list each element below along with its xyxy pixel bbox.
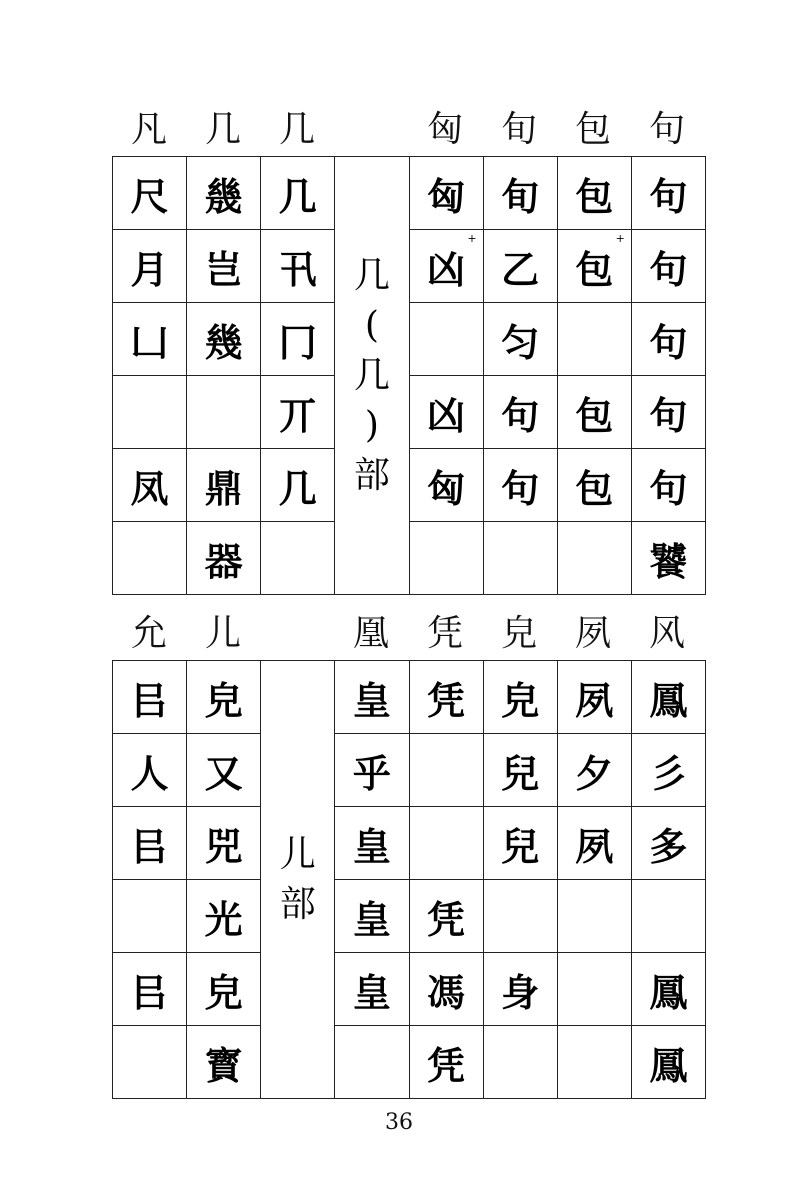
glyph-char: 旬 <box>501 173 540 219</box>
glyph-char: 句 <box>649 392 688 438</box>
radical-label-char: ) <box>364 404 379 446</box>
glyph-cell <box>557 157 631 230</box>
glyph-cell <box>409 1026 483 1099</box>
glyph-cell <box>261 376 335 449</box>
glyph-char: 彡 <box>649 750 688 796</box>
glyph-cell <box>557 230 631 303</box>
glyph-cell <box>187 807 261 880</box>
glyph-cell <box>335 807 409 880</box>
glyph-cell <box>113 449 187 522</box>
glyph-char: 人 <box>130 750 169 796</box>
glyph-cell <box>483 880 557 953</box>
header-char: 儿 <box>204 613 241 654</box>
glyph-cell <box>187 1026 261 1099</box>
glyph-char: 包 <box>575 465 614 511</box>
radical-label-char: 部 <box>279 883 316 925</box>
plus-mark: + <box>467 232 477 245</box>
header-char: 允 <box>130 613 167 654</box>
glyph-cell <box>113 376 187 449</box>
glyph-char: 鳳 <box>649 1042 688 1088</box>
glyph-cell <box>113 157 187 230</box>
glyph-char: 兕 <box>204 823 243 869</box>
glyph-cell <box>113 230 187 303</box>
glyph-cell <box>409 734 483 807</box>
header-char: 凰 <box>352 613 389 654</box>
table-row <box>113 449 706 522</box>
glyph-cell <box>631 807 705 880</box>
glyph-cell <box>631 734 705 807</box>
header-char: 旬 <box>500 109 537 150</box>
glyph-cell <box>483 376 557 449</box>
table-row <box>113 230 706 303</box>
glyph-char: 包 <box>575 392 614 438</box>
glyph-cell <box>335 953 409 1026</box>
glyph-cell <box>483 303 557 376</box>
radical-label-char: ( <box>364 304 379 346</box>
glyph-char: 又 <box>204 750 243 796</box>
header-char: 几 <box>278 109 315 150</box>
glyph-cell <box>557 807 631 880</box>
glyph-char: 馮 <box>427 969 466 1015</box>
glyph-char: 皇 <box>352 969 391 1015</box>
glyph-cell <box>631 376 705 449</box>
glyph-cell <box>113 807 187 880</box>
glyph-char: 岂 <box>204 246 243 292</box>
glyph-char: 句 <box>649 319 688 365</box>
glyph-cell <box>409 880 483 953</box>
glyph-char: 光 <box>204 896 243 942</box>
glyph-cell <box>335 734 409 807</box>
glyph-char: 皃 <box>204 969 243 1015</box>
glyph-cell <box>409 157 483 230</box>
glyph-cell <box>187 157 261 230</box>
glyph-char: 鳳 <box>649 969 688 1015</box>
glyph-char: 皃 <box>204 677 243 723</box>
glyph-cell <box>483 230 557 303</box>
glyph-cell <box>113 953 187 1026</box>
glyph-cell <box>631 880 705 953</box>
glyph-char: 凶 <box>427 392 466 438</box>
glyph-cell <box>113 734 187 807</box>
glyph-cell <box>335 1026 409 1099</box>
radical-label-char: 几 <box>353 254 390 296</box>
glyph-cell <box>557 449 631 522</box>
glyph-cell <box>261 522 335 595</box>
glyph-cell <box>261 449 335 522</box>
glyph-char: 几 <box>278 173 317 219</box>
glyph-char: 凶 <box>427 246 466 292</box>
header-char: 包 <box>574 109 611 150</box>
table-row <box>113 376 706 449</box>
glyph-char: 㠯 <box>130 969 169 1015</box>
table-row <box>113 157 706 230</box>
glyph-cell <box>557 734 631 807</box>
glyph-char: 多 <box>649 823 688 869</box>
header-char: 凭 <box>426 613 463 654</box>
glyph-char: 皇 <box>352 896 391 942</box>
glyph-cell <box>483 1026 557 1099</box>
header-char: 皃 <box>500 613 537 654</box>
glyph-char: 丌 <box>278 392 317 438</box>
glyph-cell <box>187 661 261 734</box>
glyph-char: 乎 <box>352 750 391 796</box>
glyph-cell <box>631 1026 705 1099</box>
glyph-cell <box>631 522 705 595</box>
glyph-char: 月 <box>130 246 169 292</box>
glyph-cell <box>557 376 631 449</box>
glyph-cell <box>409 807 483 880</box>
glyph-char: 凵 <box>130 319 169 365</box>
glyph-cell <box>483 661 557 734</box>
glyph-char: 匈 <box>427 173 466 219</box>
glyph-char: 㡬 <box>204 173 243 219</box>
glyph-char: 包 <box>575 173 614 219</box>
glyph-cell <box>557 522 631 595</box>
radical-label <box>335 157 409 595</box>
glyph-char: 冂 <box>278 319 317 365</box>
glyph-char: 夕 <box>575 750 614 796</box>
glyph-char: 凤 <box>130 465 169 511</box>
glyph-char: 鼎 <box>204 465 243 511</box>
glyph-cell <box>261 303 335 376</box>
glyph-cell <box>113 303 187 376</box>
table-row <box>113 661 706 734</box>
radical-label-char: 儿 <box>279 833 316 875</box>
glyph-cell <box>483 522 557 595</box>
glyph-cell <box>261 157 335 230</box>
glyph-cell <box>483 807 557 880</box>
glyph-cell <box>113 880 187 953</box>
header-char: 风 <box>648 613 685 654</box>
table-row <box>113 880 706 953</box>
header-char: 几 <box>204 109 241 150</box>
glyph-char: 几 <box>278 465 317 511</box>
glyph-cell <box>187 734 261 807</box>
glyph-char: 凭 <box>427 677 466 723</box>
glyph-cell <box>631 661 705 734</box>
glyph-char: 器 <box>204 538 243 584</box>
glyph-cell <box>409 953 483 1026</box>
radical-label <box>261 661 335 1099</box>
table-row <box>113 1026 706 1099</box>
glyph-char: 凭 <box>427 1042 466 1088</box>
bottom-glyph-table <box>112 660 706 1099</box>
glyph-char: 鳳 <box>649 677 688 723</box>
plus-mark: + <box>615 232 625 245</box>
glyph-cell <box>409 449 483 522</box>
header-char: 匈 <box>426 109 463 150</box>
glyph-char: 兒 <box>501 750 540 796</box>
glyph-char: 兒 <box>501 823 540 869</box>
glyph-char: 尺 <box>130 173 169 219</box>
glyph-cell <box>335 661 409 734</box>
glyph-cell <box>187 953 261 1026</box>
glyph-cell <box>409 303 483 376</box>
header-char: 夙 <box>574 613 611 654</box>
header-char: 凡 <box>130 109 167 150</box>
glyph-cell <box>631 230 705 303</box>
glyph-cell <box>557 303 631 376</box>
glyph-char: 饕 <box>649 538 688 584</box>
glyph-cell <box>113 522 187 595</box>
glyph-cell <box>631 449 705 522</box>
top-glyph-table <box>112 156 706 595</box>
glyph-char: 句 <box>649 173 688 219</box>
glyph-cell <box>631 953 705 1026</box>
glyph-cell <box>409 230 483 303</box>
glyph-char: 幾 <box>204 319 243 365</box>
glyph-cell <box>187 376 261 449</box>
glyph-cell <box>113 661 187 734</box>
glyph-cell <box>409 376 483 449</box>
glyph-cell <box>483 734 557 807</box>
glyph-char: 皇 <box>352 823 391 869</box>
glyph-cell <box>187 449 261 522</box>
glyph-char: 卂 <box>278 246 317 292</box>
glyph-cell <box>261 230 335 303</box>
table-row <box>113 303 706 376</box>
glyph-char: 夙 <box>575 823 614 869</box>
glyph-char: 夙 <box>575 677 614 723</box>
glyph-cell <box>187 522 261 595</box>
glyph-char: 寳 <box>204 1042 243 1088</box>
glyph-char: 㠯 <box>130 823 169 869</box>
glyph-cell <box>187 880 261 953</box>
glyph-char: 身 <box>501 969 540 1015</box>
glyph-char: 乙 <box>501 246 540 292</box>
glyph-cell <box>187 230 261 303</box>
page-number: 36 <box>385 1110 413 1135</box>
header-char: 句 <box>648 109 685 150</box>
glyph-char: 皃 <box>501 677 540 723</box>
glyph-cell <box>557 661 631 734</box>
table-row <box>113 807 706 880</box>
glyph-char: 㠯 <box>130 677 169 723</box>
glyph-cell <box>187 303 261 376</box>
glyph-cell <box>483 953 557 1026</box>
glyph-char: 皇 <box>352 677 391 723</box>
glyph-cell <box>113 1026 187 1099</box>
table-row <box>113 734 706 807</box>
glyph-char: 句 <box>501 465 540 511</box>
glyph-cell <box>409 522 483 595</box>
glyph-cell <box>631 157 705 230</box>
glyph-char: 句 <box>649 465 688 511</box>
glyph-cell <box>483 449 557 522</box>
glyph-cell <box>483 157 557 230</box>
glyph-cell <box>335 880 409 953</box>
glyph-char: 匀 <box>501 319 540 365</box>
glyph-char: 匈 <box>427 465 466 511</box>
glyph-cell <box>557 880 631 953</box>
glyph-cell <box>409 661 483 734</box>
radical-label-char: 部 <box>353 454 390 496</box>
table-row <box>113 522 706 595</box>
glyph-cell <box>557 953 631 1026</box>
glyph-char: 句 <box>501 392 540 438</box>
glyph-char: 句 <box>649 246 688 292</box>
radical-label-char: 几 <box>353 354 390 396</box>
glyph-char: 凭 <box>427 896 466 942</box>
table-row <box>113 953 706 1026</box>
glyph-cell <box>557 1026 631 1099</box>
glyph-char: 包 <box>575 246 614 292</box>
glyph-cell <box>631 303 705 376</box>
